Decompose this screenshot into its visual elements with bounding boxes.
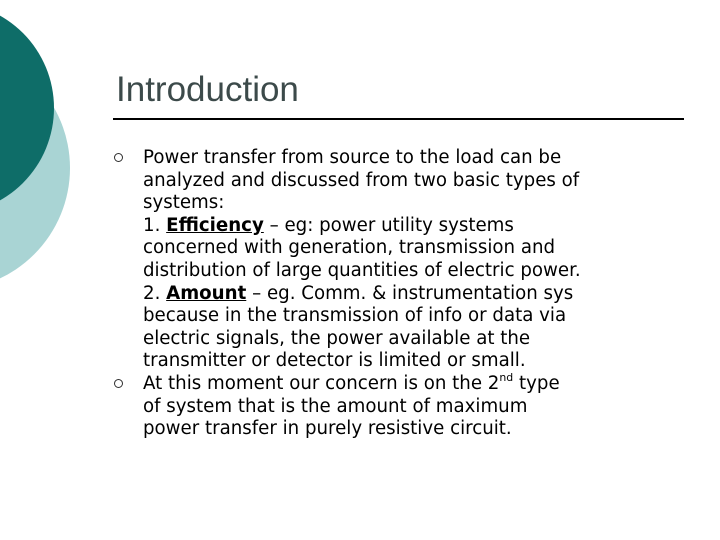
text-line: power transfer in purely resistive circuit. [143, 418, 512, 440]
text-line: transmitter or detector is limited or small. [143, 350, 526, 372]
efficiency-desc: – eg: power utility systems [269, 214, 514, 236]
text-line: analyzed and discussed from two basic types of [143, 169, 580, 191]
text-line: concerned with generation, transmission and [143, 237, 556, 259]
item-number: 1. [143, 214, 161, 236]
amount-line [143, 283, 684, 306]
bullet-item-concern [114, 370, 684, 441]
efficiency-term: Efficiency [166, 214, 264, 236]
efficiency-line [143, 215, 684, 238]
text-line: of system that is the amount of maximum [143, 395, 528, 417]
text-segment: At this moment our concern is on the 2 [143, 372, 500, 394]
concern-line [143, 370, 684, 396]
ordinal-suffix: nd [499, 370, 514, 384]
bullet-list [114, 147, 684, 441]
text-line: systems: [143, 192, 225, 214]
bullet-item-power-transfer [114, 147, 684, 373]
slide-title: Introduction [116, 70, 299, 109]
amount-desc: – eg. Comm. & instrumentation sys [252, 282, 574, 304]
amount-term: Amount [166, 282, 247, 304]
circle-bullet-icon [114, 153, 123, 162]
title-underline [113, 118, 684, 120]
text-line: because in the transmission of info or data via [143, 305, 567, 327]
circle-bullet-icon [114, 379, 123, 388]
decorative-circles [0, 0, 120, 300]
item-number: 2. [143, 282, 161, 304]
text-line: Power transfer from source to the load can be [143, 147, 562, 168]
text-line: distribution of large quantities of electric power. [143, 259, 581, 281]
text-line: electric signals, the power available at the [143, 327, 531, 349]
text-segment: type [513, 372, 560, 394]
